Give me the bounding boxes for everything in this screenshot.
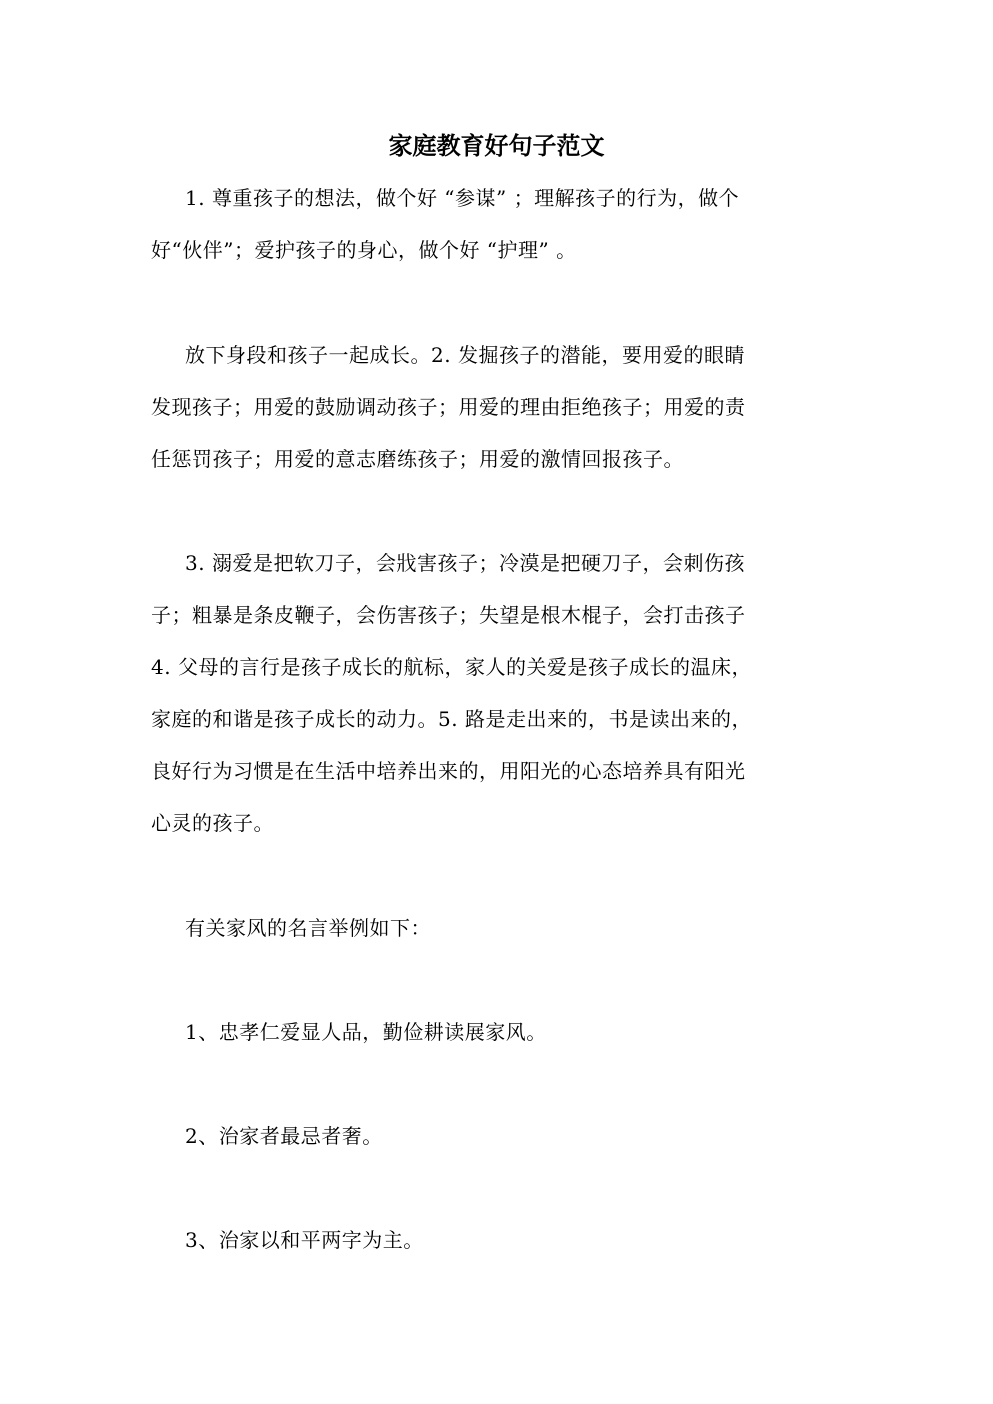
page-title: 家庭教育好句子范文 <box>388 131 605 160</box>
quote-2-text: 2、治家者最忌者奢。 <box>185 1124 383 1148</box>
paragraph-3 <box>151 537 831 849</box>
paragraph-1-line-2: 好“伙伴”；爱护孩子的身心，做个好 “护理” 。 <box>151 238 577 262</box>
paragraph-1 <box>151 172 831 276</box>
paragraph-3-line-6: 心灵的孩子。 <box>151 811 274 835</box>
paragraph-2-line-1: 放下身段和孩子一起成长。2. 发掘孩子的潜能，要用爱的眼睛 <box>185 343 745 367</box>
paragraph-2 <box>151 329 831 485</box>
quote-1 <box>151 1006 831 1058</box>
paragraph-3-line-5: 良好行为习惯是在生活中培养出来的，用阳光的心态培养具有阳光 <box>151 759 746 783</box>
paragraph-1-line-1: 1. 尊重孩子的想法，做个好 “参谋” ；理解孩子的行为，做个 <box>185 186 740 210</box>
paragraph-3-line-4: 家庭的和谐是孩子成长的动力。5. 路是走出来的，书是读出来的， <box>151 707 752 731</box>
paragraph-2-line-2: 发现孩子；用爱的鼓励调动孩子；用爱的理由拒绝孩子；用爱的责 <box>151 395 746 419</box>
paragraph-3-line-3: 4. 父母的言行是孩子成长的航标，家人的关爱是孩子成长的温床， <box>151 655 752 679</box>
paragraph-2-line-3: 任惩罚孩子；用爱的意志磨练孩子；用爱的激情回报孩子。 <box>151 447 684 471</box>
quotes-heading-text: 有关家风的名言举例如下： <box>185 916 431 940</box>
paragraph-3-line-2: 子；粗暴是条皮鞭子，会伤害孩子；失望是根木棍子，会打击孩子 <box>151 603 746 627</box>
quote-3 <box>151 1214 831 1266</box>
quotes-heading <box>151 902 831 954</box>
paragraph-3-line-1: 3. 溺爱是把软刀子，会戕害孩子；冷漠是把硬刀子，会刺伤孩 <box>185 551 745 575</box>
quote-3-text: 3、治家以和平两字为主。 <box>185 1228 424 1252</box>
quote-1-text: 1、忠孝仁爱显人品，勤俭耕读展家风。 <box>185 1020 547 1044</box>
quote-2 <box>151 1110 831 1162</box>
